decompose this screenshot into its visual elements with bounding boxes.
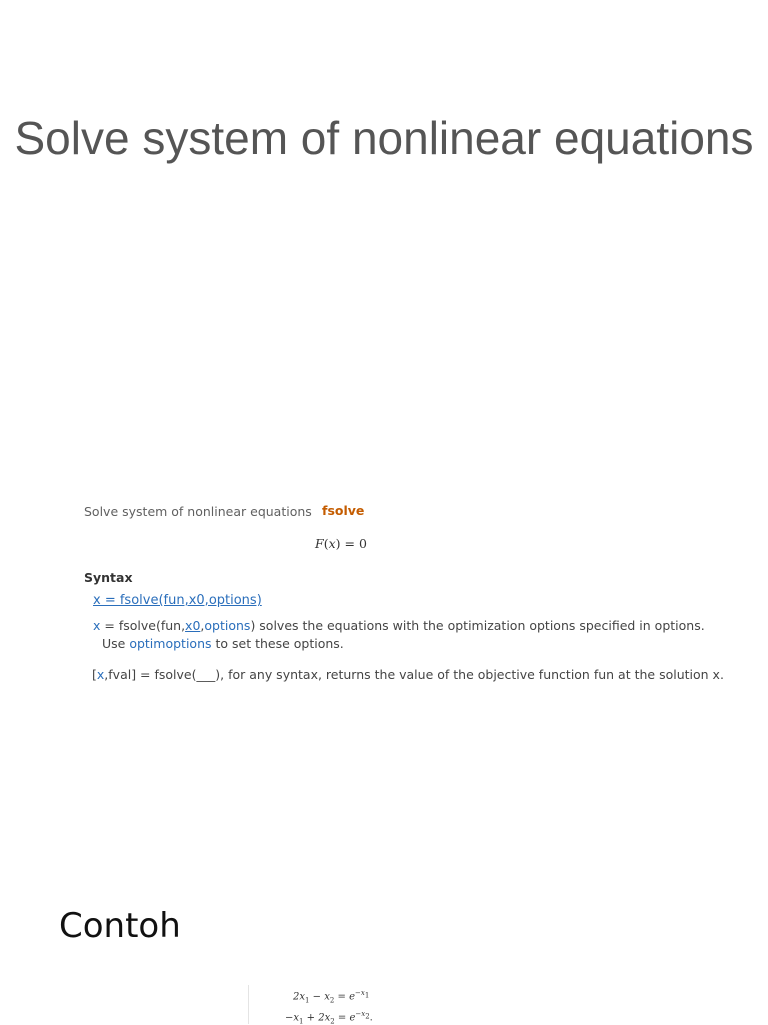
problem-equation: F(x) = 0: [315, 536, 367, 551]
slide-title: Solve system of nonlinear equations: [14, 112, 754, 164]
example-equation-2: $-x_1 + 2x_2 = e^{-x_2}$.: [285, 1010, 373, 1025]
equation-rhs: ) = 0: [335, 536, 367, 551]
optimoptions-link[interactable]: optimoptions: [129, 636, 212, 651]
fval-syntax: [x,fval] = fsolve(___), for any syntax, returns the value of the objective function fun at the solution x.: [92, 667, 724, 682]
doc-intro: Solve system of nonlinear equations: [84, 504, 312, 519]
syntax-heading: Syntax: [84, 570, 133, 585]
example-equation-system: [248, 985, 399, 1024]
example-heading: Contoh: [59, 906, 181, 946]
x0-link[interactable]: x0: [185, 618, 201, 633]
function-name: fsolve: [322, 503, 365, 518]
example-equation-1: $2x_1 - x_2 = e^{-x_1}$: [293, 989, 370, 1005]
output-x: x: [93, 618, 101, 633]
equation-function: F: [315, 536, 324, 551]
syntax-link[interactable]: x = fsolve(fun,x0,options): [93, 593, 262, 608]
options-link[interactable]: options: [204, 618, 251, 633]
optimoptions-note: Use optimoptions to set these options.: [102, 636, 344, 651]
equation-variable: x: [328, 536, 336, 551]
syntax-description: x = fsolve(fun,x0,options) solves the equations with the optimization options specified in options.: [93, 618, 705, 633]
output-x-link[interactable]: x: [96, 667, 105, 682]
